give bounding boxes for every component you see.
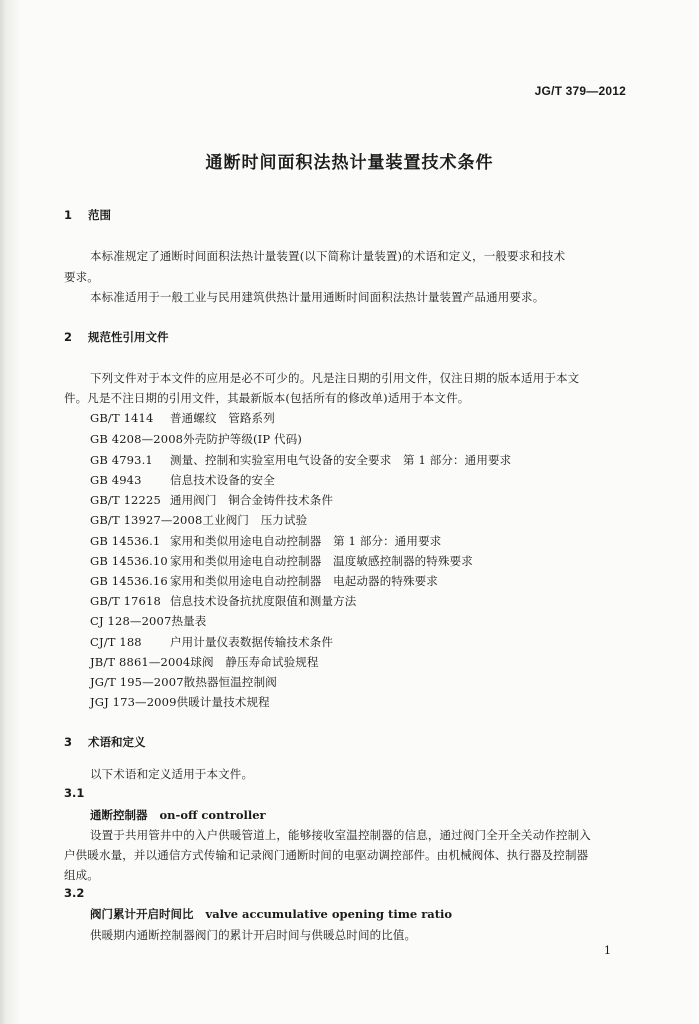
- section-heading-scope: [64, 207, 111, 223]
- term-number: 3.1: [64, 786, 85, 800]
- reference-code: GB/T 13927—2008: [90, 513, 203, 527]
- reference-code: GB 14536.10: [90, 554, 168, 568]
- reference-title: 家用和类似用途电自动控制器 第 1 部分：通用要求: [170, 534, 442, 548]
- reference-title: 通用阀门 铜合金铸件技术条件: [170, 493, 334, 507]
- reference-title: 信息技术设备的安全: [170, 473, 275, 487]
- reference-title: 散热器恒温控制阀: [183, 675, 277, 689]
- reference-item: [90, 654, 319, 670]
- reference-title: 户用计量仪表数据传输技术条件: [170, 635, 334, 649]
- section-heading-normative-refs: [64, 329, 169, 345]
- scope-para2: 本标准适用于一般工业与民用建筑供热计量用通断时间面积法热计量装置产品通用要求。: [90, 290, 545, 304]
- reference-item: [90, 533, 441, 549]
- reference-title: 家用和类似用途电自动控制器 电起动器的特殊要求: [170, 574, 438, 588]
- section-number: 3: [64, 735, 73, 749]
- reference-item: [90, 613, 206, 629]
- term-heading: [90, 807, 266, 823]
- reference-title: 信息技术设备抗扰度限值和测量方法: [170, 594, 357, 608]
- term-definition-line1: 供暖期内通断控制器阀门的累计开启时间与供暖总时间的比值。: [90, 928, 417, 942]
- reference-title: 供暖计量技术规程: [176, 695, 270, 709]
- reference-title: 家用和类似用途电自动控制器 温度敏感控制器的特殊要求: [170, 554, 473, 568]
- reference-title: 测量、控制和实验室用电气设备的安全要求 第 1 部分：通用要求: [170, 453, 512, 467]
- reference-code: JGJ 173—2009: [90, 695, 177, 709]
- reference-code: GB 14536.16: [90, 574, 168, 588]
- page-number: 1: [604, 944, 611, 957]
- reference-code: CJ/T 188: [90, 635, 142, 649]
- reference-title: 热量表: [171, 614, 207, 628]
- reference-item: [90, 472, 275, 488]
- reference-item: [90, 431, 302, 447]
- reference-item: [90, 512, 307, 528]
- reference-item: [90, 573, 438, 589]
- reference-title: 工业阀门 压力试验: [202, 513, 308, 527]
- term-number: 3.2: [64, 886, 85, 900]
- refs-intro-line1: 下列文件对于本文件的应用是必不可少的。凡是注日期的引用文件，仅注日期的版本适用于本文: [90, 371, 580, 385]
- reference-item: [90, 674, 277, 690]
- reference-title: 外壳防护等级(IP 代码): [183, 432, 302, 446]
- reference-title: 球阀 静压寿命试验规程: [190, 655, 319, 669]
- reference-title: 普通螺纹 管路系列: [170, 411, 275, 425]
- reference-code: JB/T 8861—2004: [90, 655, 191, 669]
- reference-code: GB 14536.1: [90, 534, 161, 548]
- term-definition-line2: 户供暖水量，并以通信方式传输和记录阀门通断时间的电驱动调控部件。由机械阀体、执行器及控制器: [64, 848, 589, 862]
- section-title: 规范性引用文件: [88, 330, 169, 344]
- section-title: 范围: [88, 208, 111, 222]
- terms-intro: 以下术语和定义适用于本文件。: [90, 767, 254, 781]
- section-title: 术语和定义: [88, 735, 146, 749]
- reference-code: GB 4943: [90, 473, 142, 487]
- scope-para1-line2: 要求。: [64, 270, 99, 284]
- document-title: 通断时间面积法热计量装置技术条件: [205, 153, 494, 173]
- reference-code: JG/T 195—2007: [90, 675, 184, 689]
- reference-code: GB 4793.1: [90, 453, 153, 467]
- term-definition-line1: 设置于共用管井中的入户供暖管道上，能够接收室温控制器的信息，通过阀门全开全关动作控制入: [90, 828, 591, 842]
- refs-intro-line2: 件。凡是不注日期的引用文件，其最新版本(包括所有的修改单)适用于本文件。: [64, 391, 470, 405]
- term-definition-line3: 组成。: [64, 868, 99, 882]
- reference-code: CJ 128—2007: [90, 614, 172, 628]
- reference-item: [90, 553, 473, 569]
- reference-code: GB 4208—2008: [90, 432, 184, 446]
- section-number: 2: [64, 330, 73, 344]
- reference-item: [90, 694, 270, 710]
- reference-code: GB/T 17618: [90, 594, 161, 608]
- term-heading: [90, 906, 452, 922]
- term-en: on-off controller: [159, 808, 266, 822]
- reference-code: GB/T 12225: [90, 493, 161, 507]
- reference-item: [90, 634, 333, 650]
- section-heading-terms: [64, 734, 146, 750]
- reference-item: [90, 452, 511, 468]
- standard-code: JG/T 379—2012: [534, 84, 626, 98]
- reference-item: [90, 492, 333, 508]
- section-number: 1: [64, 208, 73, 222]
- reference-code: GB/T 1414: [90, 411, 154, 425]
- reference-item: [90, 410, 275, 426]
- reference-item: [90, 593, 356, 609]
- scope-para1-line1: 本标准规定了通断时间面积法热计量装置(以下简称计量装置)的术语和定义，一般要求和技术: [90, 249, 566, 263]
- term-en: valve accumulative opening time ratio: [205, 907, 453, 921]
- term-cn: 通断控制器: [90, 808, 148, 822]
- term-cn: 阀门累计开启时间比: [90, 907, 194, 921]
